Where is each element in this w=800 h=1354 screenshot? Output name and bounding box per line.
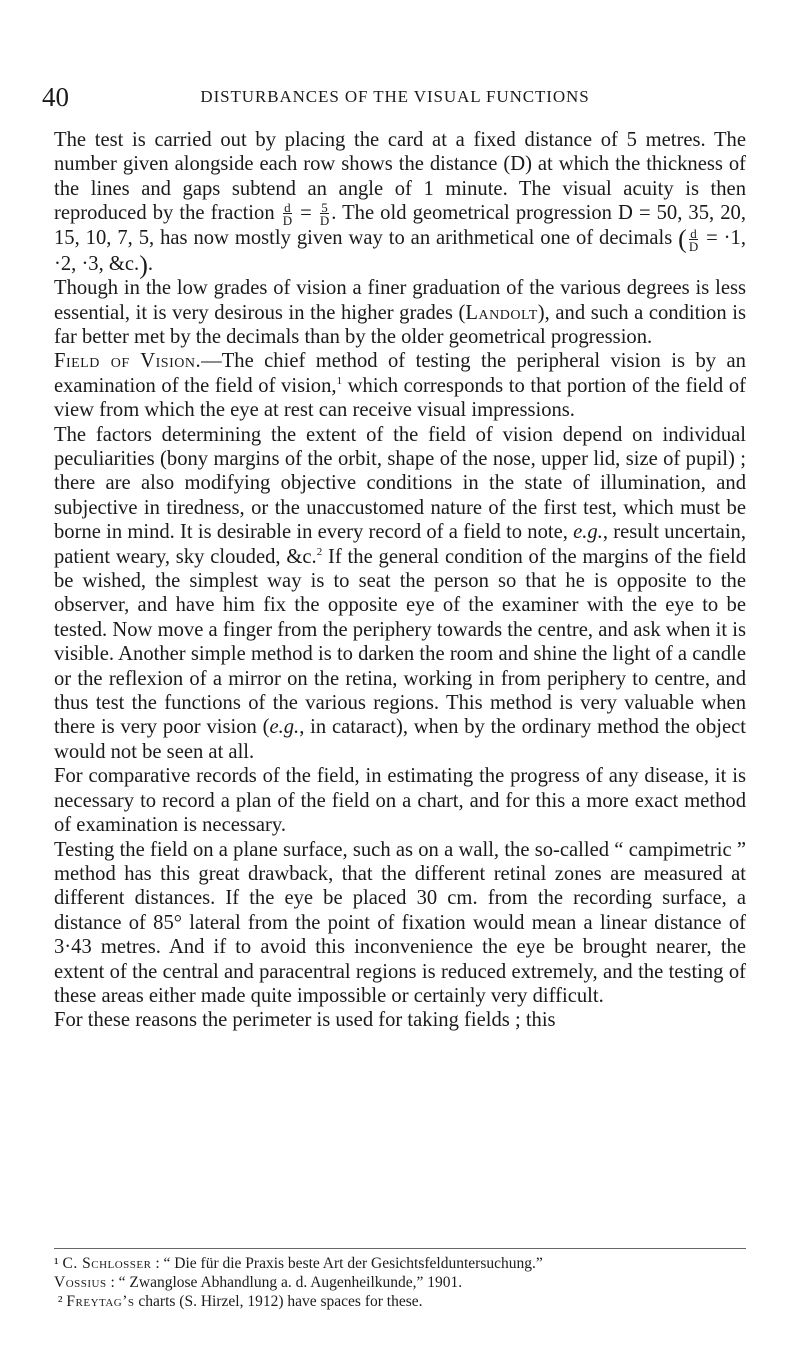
- author-name: Landolt: [465, 301, 538, 324]
- footnote-author: Freytag’s: [66, 1293, 135, 1310]
- fraction-numerator: d: [690, 225, 697, 241]
- fraction-5-over-D: [319, 200, 330, 229]
- fraction-d-over-D: [688, 225, 699, 254]
- footnote-mark: ²: [57, 1293, 63, 1310]
- open-paren: (: [678, 224, 687, 254]
- text-run: , in cataract), when by the ordinary method the object would not be seen at all.: [54, 716, 746, 763]
- paragraph: For comparative records of the field, in estimating the progress of any disease, it is necessary to record a plan of the field on a chart, and for this a more exact method of examination is necessary.: [54, 765, 746, 837]
- paragraph: [54, 276, 746, 349]
- text-run: Though in the low grades of vision a finer graduation of the various degrees is less essential, it is very desirous in the higher grades (: [54, 277, 746, 324]
- footnote: [54, 1292, 746, 1311]
- footnote-text: : “ Die für die Praxis beste Art der Gesichtsfelduntersuchung.”: [151, 1255, 543, 1272]
- body-text: [54, 128, 746, 1033]
- text-run: ), and such a condition is far better met by the decimals than by the older geometrical progression.: [54, 301, 747, 348]
- close-paren: ): [139, 250, 148, 280]
- footnote: [54, 1254, 746, 1273]
- text-run: The factors determining the extent of the field of vision depend on individual peculiarities (bony margins of the orbit, shape of the nose, upper lid, size of pupil) ; there are also modifying objective conditions in the state of illumination, and subjective in tiredness, or the unaccustomed nature of the first test, which must be borne in mind. It is desirable in every record of a field to note,: [54, 423, 746, 544]
- fraction-denominator: D: [282, 213, 293, 229]
- paragraph: [54, 423, 746, 765]
- text-run: . The old geometrical progression D = 50, 35, 20, 15, 10, 7, 5, has now mostly given way to an arithmetical one of decimals: [54, 202, 746, 250]
- footnote-text: : “ Zwanglose Abhandlung a. d. Augenheilkunde,” 1901.: [106, 1274, 463, 1291]
- paragraph: [54, 349, 746, 422]
- footnotes: [54, 1254, 746, 1311]
- text-run: = ·1, ·2, ·3, &c.: [54, 227, 746, 275]
- page-header: [42, 82, 748, 112]
- fraction-denominator: D: [319, 213, 330, 229]
- section-heading: Field of Vision.: [54, 350, 202, 373]
- fraction-numerator: d: [284, 200, 291, 216]
- page-number: 40: [42, 82, 69, 112]
- footnote: [54, 1273, 746, 1292]
- text-run: , result uncertain, patient weary, sky clouded, &c.: [54, 521, 746, 568]
- footnote-divider: [54, 1248, 746, 1249]
- text-run: =: [294, 202, 318, 225]
- fraction-d-over-D: [282, 200, 293, 229]
- footnote-author: Vossius: [54, 1274, 107, 1291]
- italic-text: e.g.: [269, 716, 300, 739]
- italic-text: e.g.: [573, 521, 603, 544]
- paragraph: For these reasons the perimeter is used for taking fields ; this: [54, 1009, 556, 1032]
- paragraph: The test is carried out by placing the card at a fixed distance of 5 metres. The number given alongside each row shows the distance (D) at which the thickness of the lines and gaps subtend an angle of 1 minute. The visual acuity is then reproduced by the fraction $\frac{d}{D}$ = $\frac{5}{D}$ . The old geometrical progression D = 50, 35, 20, 15, 10, 7, 5, has now mostly given way to an arithmetical one of decimals ( $\frac{d}{D}$ = ·1, ·2, ·3, &c.).: [54, 129, 746, 280]
- footnote-author: C. Schlosser: [62, 1255, 152, 1272]
- text-run: The test is carried out by placing the card at a fixed distance of 5 metres. The number given alongside each row shows the distance (D) at which the thickness of the lines and gaps subtend an angle of 1 minute. The visual acuity is then reproduced by the fraction: [54, 129, 746, 225]
- running-title: DISTURBANCES OF THE VISUAL FUNCTIONS: [200, 87, 590, 106]
- fraction-denominator: D: [688, 238, 699, 254]
- footnote-mark: ¹: [54, 1255, 59, 1272]
- footnote-text: charts (S. Hirzel, 1912) have spaces for these.: [134, 1293, 423, 1310]
- footnote-ref: 1: [336, 374, 343, 387]
- fraction-numerator: 5: [321, 200, 328, 216]
- footnote-ref: 2: [316, 545, 323, 558]
- text-run: which corresponds to that portion of the field of view from which the eye at rest can receive visual impressions.: [54, 374, 746, 422]
- text-run: If the general condition of the margins of the field be wished, the simplest way is to seat the person so that he is opposite to the observer, and have him fix the opposite eye of the examiner with the eye to be tested. Now move a finger from the periphery towards the centre, and ask when it is visible. Another simple method is to darken the room and shine the light of a candle or the reflexion of a mirror on the retina, working in from periphery to centre, and thus test the functions of the various regions. This method is very valuable when there is very poor vision (: [54, 545, 746, 739]
- paragraph: Testing the field on a plane surface, such as on a wall, the so-called “ campimetric ” method has this great drawback, that the different retinal zones are measured at different distances. If the eye be placed 30 cm. from the recording surface, a distance of 85° lateral from the point of fixation would mean a linear distance of 3·43 metres. And if to avoid this inconvenience the eye be brought nearer, the extent of the central and paracentral regions is reduced extremely, and the testing of these areas either made quite impossible or certainly very difficult.: [54, 838, 746, 1007]
- text-run: —The chief method of testing the peripheral vision is by an examination of the field of vision,: [54, 350, 746, 397]
